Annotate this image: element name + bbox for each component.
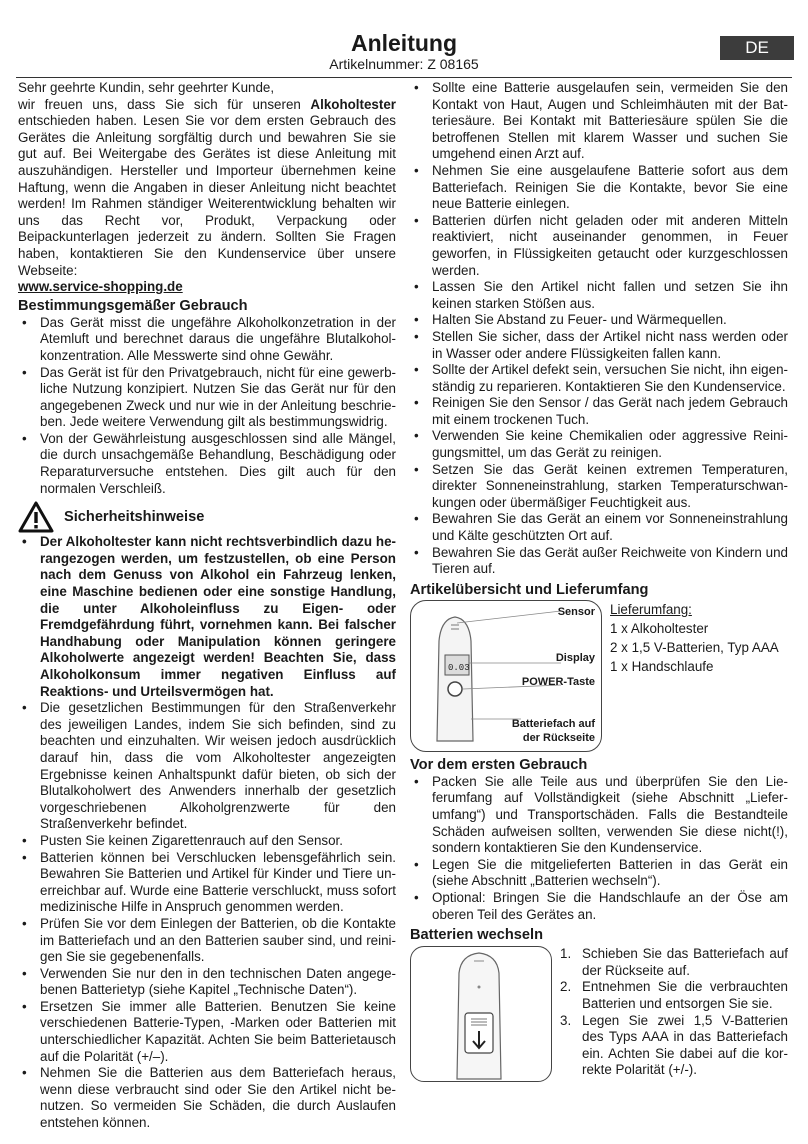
list-item: • Bewahren Sie das Gerät außer Reichweite von Kindern und Tieren auf.: [410, 545, 788, 578]
article-number: Artikelnummer: Z 08165: [329, 56, 479, 72]
list-item: • Halten Sie Abstand zu Feuer- und Wärmequellen.: [410, 312, 788, 329]
step-item: 2. Entnehmen Sie die verbrauchten Batterien und entsorgen Sie sie.: [560, 979, 788, 1011]
heading-intended-use: Bestimmungsgemäßer Gebrauch: [18, 297, 248, 314]
website-link[interactable]: www.service-shopping.de: [18, 279, 183, 295]
list-item: • Stellen Sie sicher, dass der Artikel nicht nass werden oder in Wasser oder andere Flüssigkeiten fallen kann.: [410, 329, 788, 362]
list-item: • Reinigen Sie den Sensor / das Gerät nach jedem Gebrauch mit einem trockenen Tuch.: [410, 395, 788, 428]
list-item: • Nehmen Sie die Batterien aus dem Batteriefach heraus, wenn diese verbraucht sind oder Sie den Artikel nicht benutzen. So vermeiden Sie Schäden, die durch Auslaufen entstehen können.: [18, 1065, 396, 1131]
list-item-warning: • Der Alkoholtester kann nicht rechtsverbindlich dazu herangezogen werden, um festzustellen, ob eine Person nach dem Genuss von Alkohol ein Fahrzeug lenken, eine Maschine bedienen oder eine sonstige Handlung, die unter Alkoholeinfluss zu Eigen- oder Fremdgefährdung führt, vornehmen kann. Bei falscher Handhabung oder Manipulation können geringere Alkoholwerte angezeigt werden! Beachten Sie, dass Alkoholkonsum immer negativen Einfluss auf Reaktions- und Urteilsvermögen hat.: [18, 534, 396, 700]
list-item: • Sollte der Artikel defekt sein, versuchen Sie nicht, ihn eigenständig zu reparieren. Kontaktieren Sie den Kundenservice.: [410, 362, 788, 395]
list-item: • Von der Gewährleistung ausgeschlossen sind alle Mängel, die durch unsachgemäße Behandlung, Beschädigung oder Reparaturversuche entstehen. Dies gilt auch für den normalen Verschleiß.: [18, 431, 396, 497]
list-item: • Packen Sie alle Teile aus und überprüfen Sie den Lieferumfang auf Vollständigkeit (siehe Abschnitt „Lieferumfang“) und Transportschäden. Falls die Bestandteile Schäden aufweisen sollten, verwenden Sie diese nicht(!), sondern kontaktieren Sie den Kundenservice.: [410, 774, 788, 857]
list-item: • Das Gerät ist für den Privatgebrauch, nicht für eine gewerbliche Nutzung konzipiert. Nutzen Sie das Gerät nur für den angegebenen Zweck und nur wie in der Anleitung beschrieben. Jede weitere Verwendung gilt als bestimmungswidrig.: [18, 365, 396, 431]
list-item: • Verwenden Sie keine Chemikalien oder aggressive Reinigungsmittel, um das Gerät zu reinigen.: [410, 428, 788, 461]
battery-steps: [560, 946, 788, 1082]
delivery-item: 1 x Handschlaufe: [610, 658, 714, 674]
page-title: Anleitung: [350, 30, 458, 56]
left-column: [18, 80, 396, 1132]
label-power-button: POWER-Taste: [521, 675, 595, 688]
list-item: • Setzen Sie das Gerät keinen extremen Temperaturen, direkter Sonneneinstrahlung, starken Temperaturschwankungen oder übermäßiger Feuchtigkeit aus.: [410, 462, 788, 512]
list-item: • Die gesetzlichen Bestimmungen für den Straßenverkehr des jeweiligen Landes, indem Sie sich befinden, sind zu beachten und einzuhalten. Wir weisen jedoch ausdrücklich darauf hin, dass die vom Alkoholtester angezeigten Ergebnisse keinen Anhaltspunkt dafür bieten, ob sich der Blutalkoholwert des Anwenders innerhalb der gesetzlich vorgeschriebenen Alkoholgrenzwerte für den Straßenverkehr befindet.: [18, 700, 396, 833]
list-item: • Pusten Sie keinen Zigarettenrauch auf den Sensor.: [18, 833, 396, 850]
heading-first-use: Vor dem ersten Gebrauch: [410, 756, 588, 773]
batteries-section: [410, 946, 788, 1082]
list-item: • Das Gerät misst die ungefähre Alkoholkonzetration in der Atemluft und berechnet daraus die ungefähre Blutalkoholkonzentration. Alle Messwerte sind ohne Gewähr.: [18, 315, 396, 365]
breathalyzer-back-image: [411, 947, 551, 1081]
list-item: • Sollte eine Batterie ausgelaufen sein, vermeiden Sie den Kontakt von Haut, Augen und Schleimhäuten mit der Batteriesäure. Bei Kontakt mit Batteriesäure spülen Sie die betroffenen Stellen mit klarem Wasser und suchen Sie umgehend einen Arzt auf.: [410, 80, 788, 163]
safety-heading-row: [18, 501, 396, 533]
list-item: • Legen Sie die mitgelieferten Batterien in das Gerät ein (siehe Abschnitt „Batterien wechseln“).: [410, 857, 788, 890]
delivery-list: [610, 600, 779, 752]
display-readout: 0.03: [448, 662, 470, 673]
delivery-title: Lieferumfang:: [610, 601, 692, 617]
heading-replace-batteries: Batterien wechseln: [410, 927, 544, 944]
list-item: • Ersetzen Sie immer alle Batterien. Benutzen Sie keine verschiedenen Batterie-Typen, -Marken oder Batterien mit unterschiedlicher Kapazität. Achten Sie beim Batterietausch auf die Polarität (+/–).: [18, 999, 396, 1065]
list-item: • Verwenden Sie nur den in den technischen Daten angegebenen Batterietyp (siehe Kapitel „Technische Daten“).: [18, 966, 396, 999]
language-badge: DE: [720, 36, 794, 60]
list-item: • Batterien dürfen nicht geladen oder mit anderen Mitteln reaktiviert, nicht auseinander genommen, in Feuer geworfen, in Flüssigkeiten getaucht oder kurzgeschlossen werden.: [410, 213, 788, 279]
list-item: • Prüfen Sie vor dem Einlegen der Batterien, ob die Kontakte im Batteriefach und an den Batterien sauber sind, und reinigen Sie sie gegebenenfalls.: [18, 916, 396, 966]
right-column: [410, 80, 788, 1082]
label-sensor: Sensor: [557, 605, 595, 618]
list-item: • Lassen Sie den Artikel nicht fallen und setzen Sie ihn keinen starken Stößen aus.: [410, 279, 788, 312]
step-item: 1. Schieben Sie das Batteriefach auf der Rückseite auf.: [560, 946, 788, 978]
header-divider: [16, 77, 792, 78]
delivery-item: 2 x 1,5 V-Batterien, Typ AAA: [610, 639, 779, 655]
device-back-illustration: [410, 946, 552, 1082]
heading-safety: Sicherheitshinweise: [64, 509, 205, 526]
list-item: • Bewahren Sie das Gerät an einem vor Sonneneinstrahlung und Kälte geschützten Ort auf.: [410, 511, 788, 544]
label-display: Display: [555, 651, 595, 664]
intro-paragraph: wir freuen uns, dass Sie sich für unseren Alkoholtester entschieden haben. Lesen Sie vor dem ersten Gebrauch des Gerätes die Anleitung sorgfältig durch und bewahren Sie sie gut auf. Bei Weitergabe des Gerätes ist diese Anleitung mit auszuhändigen. Hersteller und Importeur übernehmen keine Haftung, wenn die Angaben in dieser Anleitung nicht beachtet werden! Im Rahmen ständiger Weiterentwicklung behalten wir uns das Recht vor, Produkt, Verpackung oder Beipackunterlagen jederzeit zu ändern. Sollten Sie Fragen haben, kontaktieren Sie den Kundenservice über unsere Webseite:: [18, 96, 396, 278]
list-item: • Optional: Bringen Sie die Handschlaufe an der Öse am oberen Teil des Gerätes an.: [410, 890, 788, 923]
overview-section: [410, 600, 788, 752]
list-item: • Batterien können bei Verschlucken lebensgefährlich sein. Bewahren Sie Batterien und Artikel für Kinder und Tiere unerreichbar auf. Wurde eine Batterie verschluckt, muss sofort medizinische Hilfe in Anspruch genommen werden.: [18, 850, 396, 916]
step-item: 3. Legen Sie zwei 1,5 V-Batterien des Typs AAA in das Batteriefach ein. Achten Sie dabei auf die korrekte Polarität (+/-).: [560, 1012, 788, 1078]
label-battery-compartment: Batteriefach auf der Rückseite: [511, 717, 595, 744]
greeting: Sehr geehrte Kundin, sehr geehrter Kunde,: [18, 80, 275, 95]
heading-overview: Artikelübersicht und Lieferumfang: [410, 581, 649, 598]
warning-icon: [18, 501, 54, 533]
device-front-illustration: [410, 600, 602, 752]
list-item: • Nehmen Sie eine ausgelaufene Batterie sofort aus dem Batteriefach. Reinigen Sie die Kontakte, bevor Sie eine neue Batterie einlegen.: [410, 163, 788, 213]
delivery-item: 1 x Alkoholtester: [610, 620, 709, 636]
